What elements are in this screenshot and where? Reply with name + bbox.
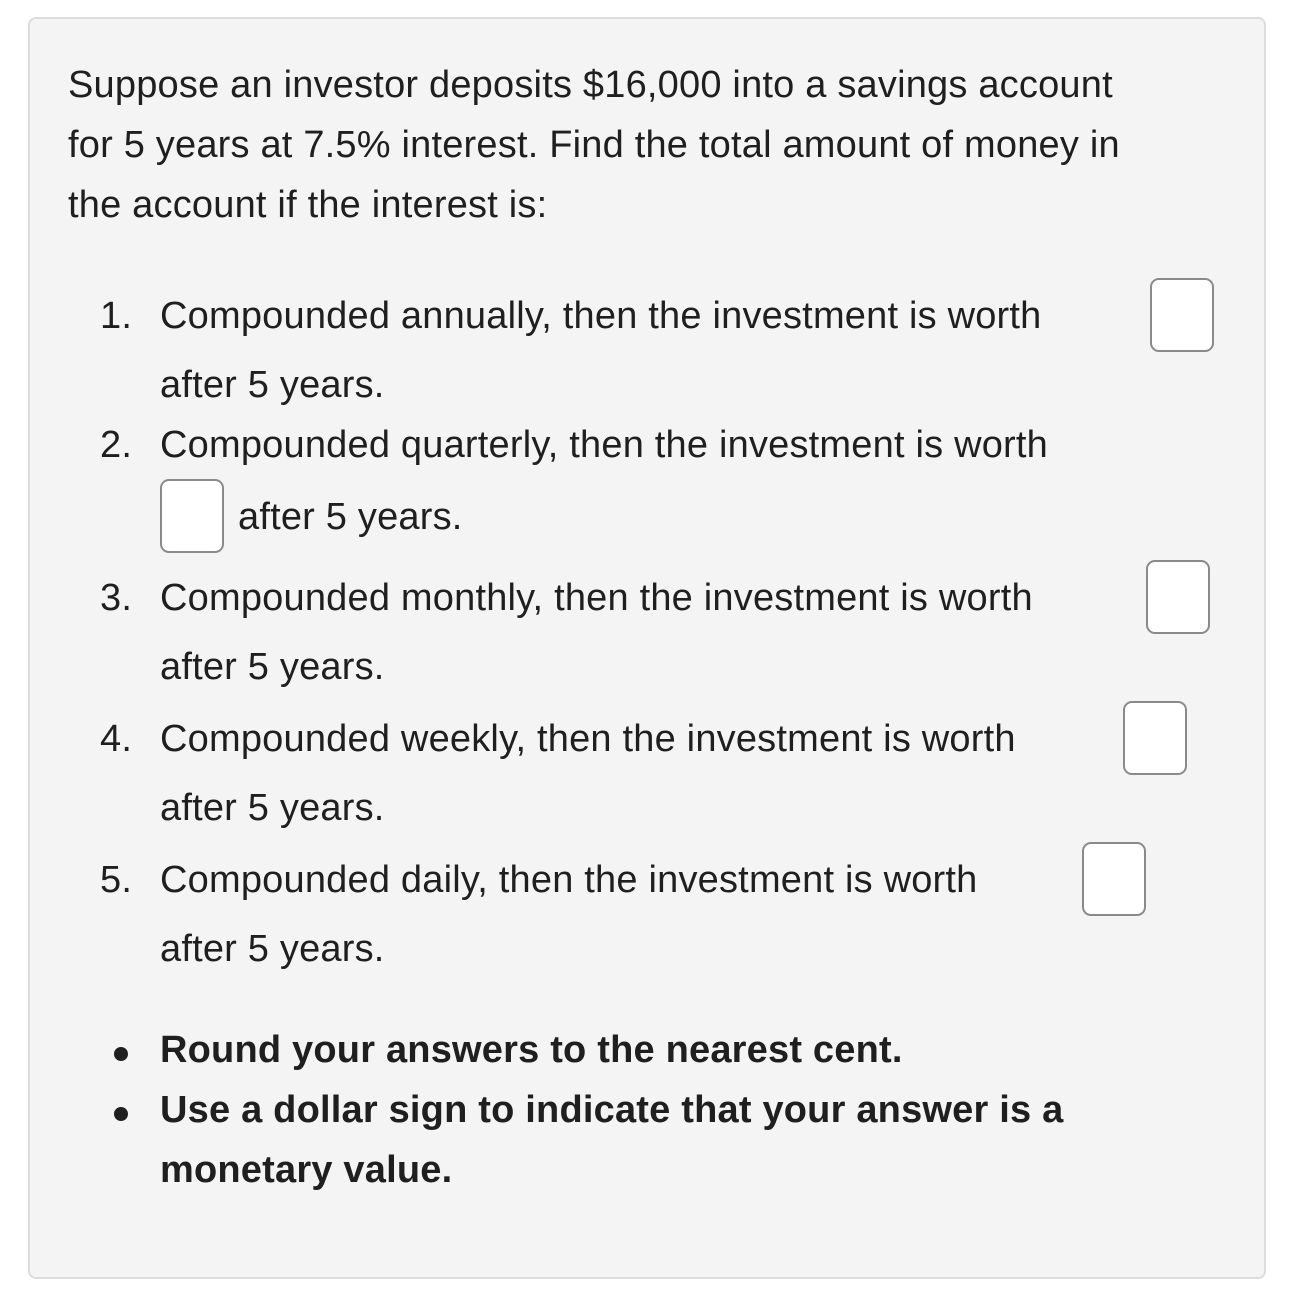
item-suffix: after 5 years. <box>160 364 385 406</box>
intro-line: for 5 years at 7.5% interest. Find the total amount of money in <box>68 124 1120 166</box>
item-suffix: after 5 years. <box>160 646 385 688</box>
item-suffix: after 5 years. <box>160 928 385 970</box>
item-text: Compounded weekly, then the investment is worth <box>160 718 1016 760</box>
answer-input-3[interactable] <box>1146 560 1210 634</box>
item-text: Compounded daily, then the investment is worth <box>160 859 978 901</box>
instruction-dollar-sign: Use a dollar sign to indicate that your answer is a <box>160 1089 1064 1131</box>
item-number: 4. <box>100 718 133 760</box>
question-card <box>28 17 1266 1279</box>
answer-input-5[interactable] <box>1082 842 1146 916</box>
instruction-dollar-sign-cont: monetary value. <box>160 1149 453 1191</box>
instruction-rounding: Round your answers to the nearest cent. <box>160 1029 903 1071</box>
question-intro <box>68 55 1238 235</box>
item-text: Compounded monthly, then the investment is worth <box>160 577 1033 619</box>
item-suffix: after 5 years. <box>238 496 463 538</box>
answer-input-2[interactable] <box>160 479 224 553</box>
item-text: Compounded quarterly, then the investment is worth <box>160 424 1048 466</box>
bullet-icon <box>114 1047 128 1061</box>
item-text: Compounded annually, then the investment is worth <box>160 295 1042 337</box>
item-number: 3. <box>100 577 133 619</box>
item-number: 5. <box>100 859 133 901</box>
item-number: 1. <box>100 295 133 337</box>
answer-input-4[interactable] <box>1123 701 1187 775</box>
item-number: 2. <box>100 424 133 466</box>
bullet-icon <box>114 1107 128 1121</box>
answer-input-1[interactable] <box>1150 278 1214 352</box>
intro-line: the account if the interest is: <box>68 184 548 226</box>
item-suffix: after 5 years. <box>160 787 385 829</box>
intro-line: Suppose an investor deposits $16,000 into a savings account <box>68 64 1113 106</box>
